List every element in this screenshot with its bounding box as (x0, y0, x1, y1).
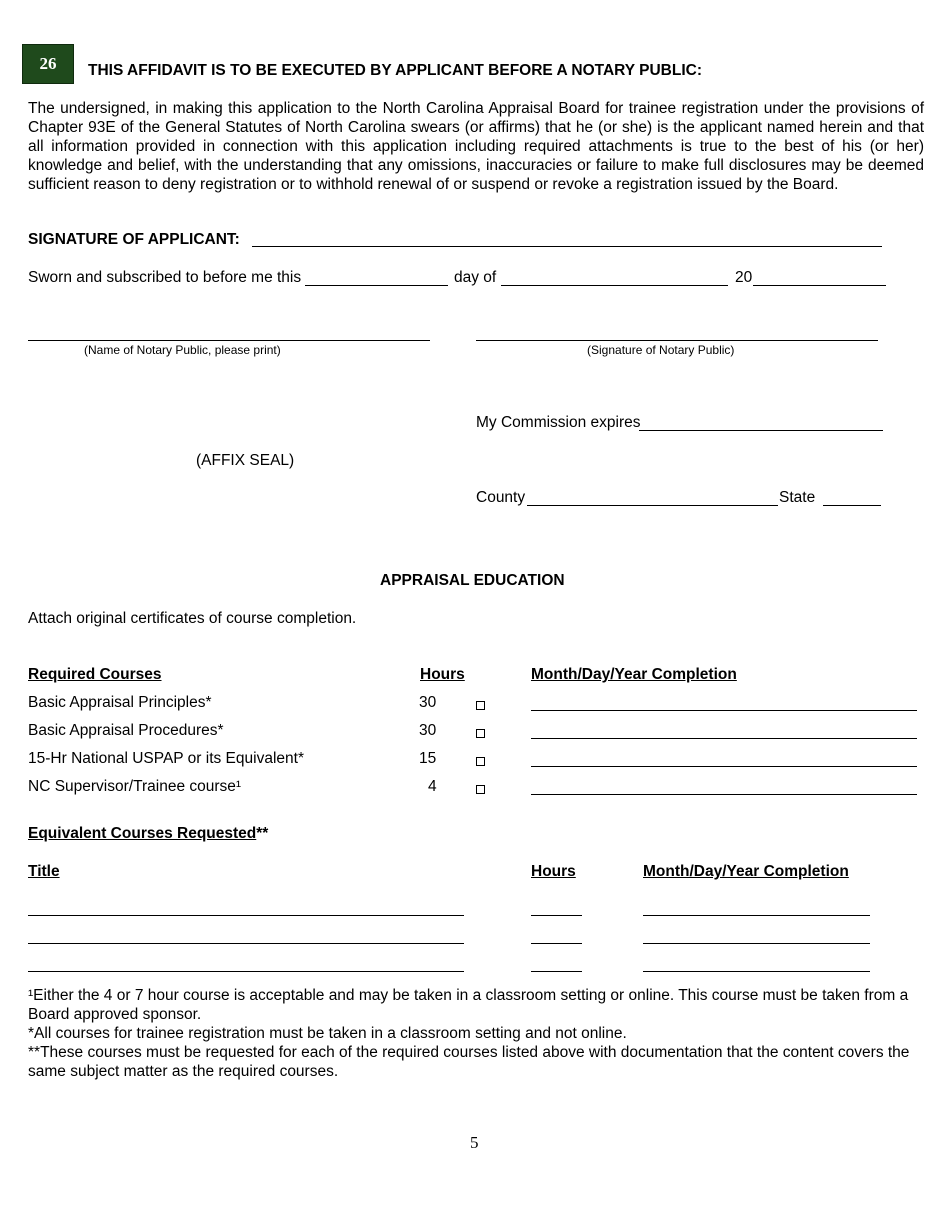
notary-name-caption: (Name of Notary Public, please print) (84, 343, 281, 357)
completion-date-line[interactable] (531, 766, 917, 767)
footnote: *All courses for trainee registration must be taken in a classroom setting and not online. (28, 1025, 627, 1042)
sworn-month-line[interactable] (501, 285, 728, 286)
year-prefix: 20 (735, 269, 753, 286)
notary-signature-caption: (Signature of Notary Public) (587, 343, 735, 357)
eq-hours-line[interactable] (531, 971, 582, 972)
eq-completion-line[interactable] (643, 943, 870, 944)
day-of-label: day of (454, 269, 497, 286)
eq-completion-line[interactable] (643, 971, 870, 972)
notary-signature-line[interactable] (476, 340, 878, 341)
footnote: **These courses must be requested for each of the required courses listed above with documentation that the content covers the same subject matter as the required courses. (28, 1044, 910, 1080)
course-name: 15-Hr National USPAP or its Equivalent* (28, 750, 304, 767)
completion-date-line[interactable] (531, 738, 917, 739)
completion-date-line[interactable] (531, 710, 917, 711)
affix-seal-label: (AFFIX SEAL) (196, 452, 295, 469)
signature-line[interactable] (252, 246, 882, 247)
course-checkbox[interactable] (476, 757, 485, 766)
footnote: ¹Either the 4 or 7 hour course is acceptable and may be taken in a classroom setting or online. This course must be taken from a Board approved sponsor. (28, 987, 909, 1023)
course-hours: 4 (428, 778, 437, 795)
course-name: NC Supervisor/Trainee course¹ (28, 778, 242, 795)
notary-name-line[interactable] (28, 340, 430, 341)
equivalent-courses-suffix: ** (256, 825, 269, 842)
eq-title-line[interactable] (28, 943, 464, 944)
course-name: Basic Appraisal Principles* (28, 694, 212, 711)
state-line[interactable] (823, 505, 881, 506)
completion-date-line[interactable] (531, 794, 917, 795)
course-hours: 30 (419, 694, 437, 711)
eq-title-line[interactable] (28, 915, 464, 916)
education-instruction: Attach original certificates of course completion. (28, 610, 357, 627)
course-hours: 30 (419, 722, 437, 739)
eq-title-line[interactable] (28, 971, 464, 972)
completion-header: Month/Day/Year Completion (531, 666, 737, 683)
hours-header: Hours (420, 666, 465, 683)
title-header: Title (28, 863, 60, 880)
sworn-day-line[interactable] (305, 285, 448, 286)
state-label: State (779, 489, 816, 506)
sworn-label: Sworn and subscribed to before me this (28, 269, 302, 286)
sworn-year-line[interactable] (753, 285, 886, 286)
county-line[interactable] (527, 505, 778, 506)
course-checkbox[interactable] (476, 785, 485, 794)
eq-completion-header: Month/Day/Year Completion (643, 863, 849, 880)
equivalent-courses-label: Equivalent Courses Requested (28, 825, 257, 842)
equivalent-courses-heading (28, 825, 268, 843)
eq-hours-line[interactable] (531, 915, 582, 916)
page-badge: 26 (22, 44, 74, 84)
course-checkbox[interactable] (476, 729, 485, 738)
education-heading: APPRAISAL EDUCATION (380, 572, 565, 589)
required-courses-header: Required Courses (28, 666, 162, 683)
footnotes (28, 986, 924, 1081)
course-name: Basic Appraisal Procedures* (28, 722, 224, 739)
affidavit-heading: THIS AFFIDAVIT IS TO BE EXECUTED BY APPLICANT BEFORE A NOTARY PUBLIC: (88, 62, 703, 79)
county-label: County (476, 489, 526, 506)
eq-hours-header: Hours (531, 863, 576, 880)
signature-label: SIGNATURE OF APPLICANT: (28, 231, 240, 248)
commission-line[interactable] (639, 430, 883, 431)
eq-completion-line[interactable] (643, 915, 870, 916)
affidavit-body: The undersigned, in making this application to the North Carolina Appraisal Board for trainee registration under the provisions of Chapter 93E of the General Statutes of North Carolina swears (or affirms) that he (or she) is the applicant named herein and that all information provided in connection with this application including required attachments is true to the best of his (or her) knowledge and belief, with the understanding that any omissions, inaccuracies or failure to make full disclosures may be deemed sufficient reason to deny registration or to withhold renewal of or suspend or revoke a registration issued by the Board. (28, 100, 924, 193)
course-checkbox[interactable] (476, 701, 485, 710)
page-number: 5 (470, 1133, 479, 1152)
eq-hours-line[interactable] (531, 943, 582, 944)
course-hours: 15 (419, 750, 437, 767)
commission-label: My Commission expires (476, 414, 641, 431)
